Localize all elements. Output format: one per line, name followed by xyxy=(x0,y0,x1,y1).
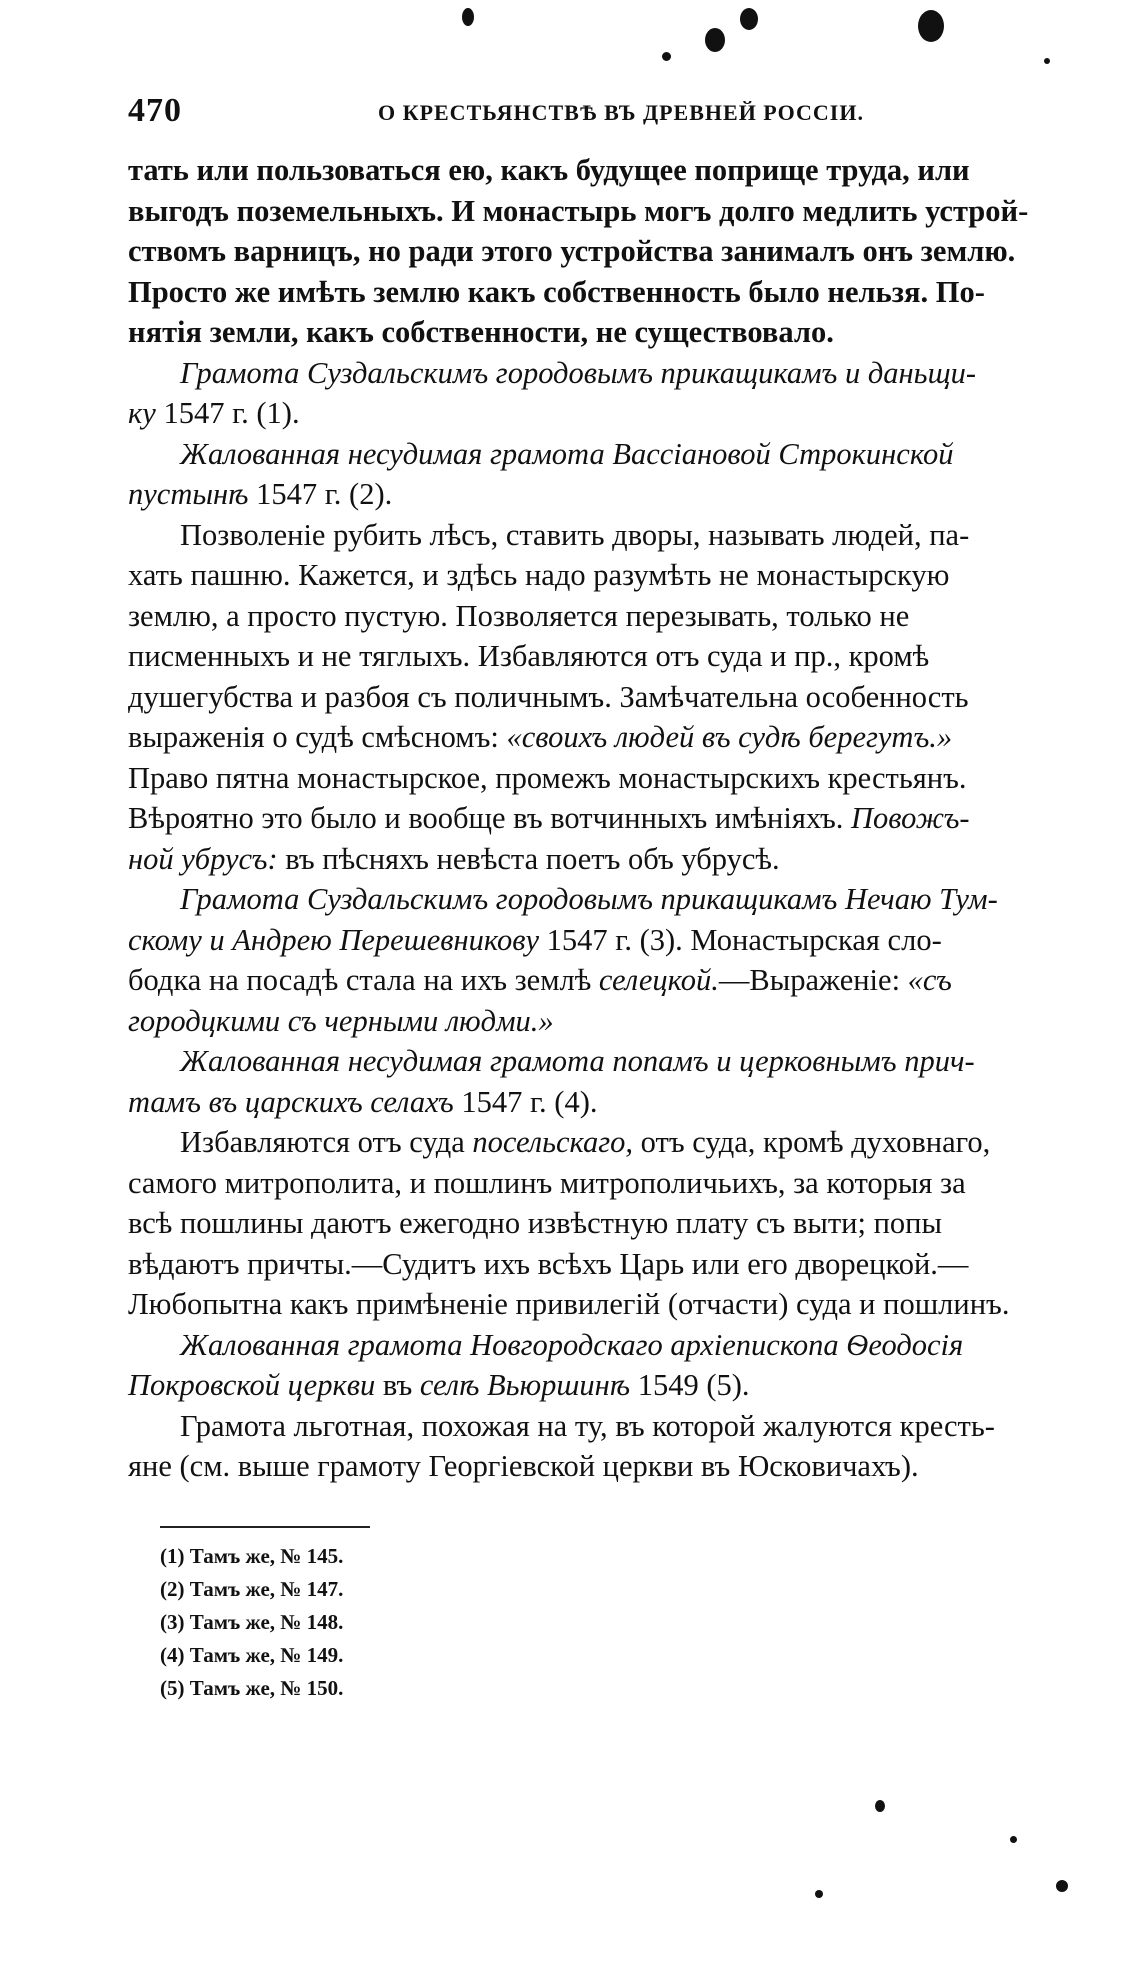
charter-title: Жалованная несудимая грамота попамъ и церковнымъ прич- xyxy=(180,1044,975,1078)
text-line: Любопытна какъ примѣненіе привилегій (отчасти) суда и пошлинъ. xyxy=(128,1287,1010,1321)
text-span: 1547 г. (3). Монастырская сло- xyxy=(539,922,942,957)
text-span: въ xyxy=(375,1368,420,1402)
text-span: Избавляются отъ суда xyxy=(180,1125,473,1159)
footnote: (3) Тамъ же, № 148. xyxy=(160,1610,344,1634)
text-line: Право пятна монастырское, промежъ монастырскихъ крестьянъ. xyxy=(128,760,967,795)
charter-title: Жалованная несудимая грамота Вассіановой Строкинской xyxy=(180,436,954,471)
footnote: (1) Тамъ же, № 145. xyxy=(160,1544,344,1568)
footnote: (4) Тамъ же, № 149. xyxy=(160,1643,344,1667)
text-line: Грамота льготная, похожая на ту, въ которой жалуются кресть- xyxy=(180,1408,995,1443)
charter-title-italic: тамъ въ царскихъ селахъ xyxy=(128,1084,454,1119)
ink-spot xyxy=(1010,1836,1017,1843)
text-span: Вѣроятно это было и вообще въ вотчинныхъ имѣніяхъ. xyxy=(128,801,851,835)
text-line: ствомъ варницъ, но ради этого устройства занималъ онъ землю. xyxy=(128,234,1016,268)
text-line: нятія земли, какъ собственности, не существовало. xyxy=(128,315,834,349)
charter-title: Грамота Суздальскимъ городовымъ прикащикамъ Нечаю Тум- xyxy=(180,882,998,916)
charter-title-italic: селѣ Вьюршинѣ xyxy=(419,1368,631,1402)
footnote-rule xyxy=(160,1526,370,1528)
quote-italic: «своихъ людей въ судѣ берегутъ.» xyxy=(506,720,953,754)
ink-spot xyxy=(875,1800,885,1812)
charter-title-cont xyxy=(128,474,1108,515)
charter-title-cont xyxy=(128,393,1108,434)
footnote: (2) Тамъ же, № 147. xyxy=(160,1577,344,1601)
charter-title-italic: ку xyxy=(128,396,156,430)
quote-italic: «съ xyxy=(907,963,952,997)
charter-title-italic: Покровской церкви xyxy=(128,1368,376,1402)
term-italic: ной убрусъ: xyxy=(128,841,278,876)
page-body xyxy=(128,150,1108,1487)
charter-date: 1547 г. (1). xyxy=(155,396,300,430)
charter-title: Грамота Суздальскимъ городовымъ прикащикамъ и даньщи- xyxy=(180,355,976,390)
term-italic: посельскаго, xyxy=(472,1125,634,1159)
ink-spot xyxy=(740,8,758,30)
ink-spot xyxy=(918,10,944,42)
term-italic: селецкой. xyxy=(598,963,719,997)
text-line: всѣ пошлины даютъ ежегодно извѣстную плату съ выти; попы xyxy=(128,1206,942,1240)
term-italic: Повожъ- xyxy=(851,801,970,835)
charter-title-cont xyxy=(128,1365,1108,1406)
charter-date: 1547 г. (2). xyxy=(248,477,393,511)
text-line xyxy=(128,798,1108,839)
footnote: (5) Тамъ же, № 150. xyxy=(160,1676,344,1700)
text-line xyxy=(128,839,1108,880)
ink-spot xyxy=(705,28,725,52)
ink-spot xyxy=(1044,58,1050,64)
text-line: писменныхъ и не тяглыхъ. Избавляются отъ суда и пр., кромѣ xyxy=(128,639,930,673)
text-line: самого митрополита, и пошлинъ митрополичьихъ, за которыя за xyxy=(128,1165,966,1200)
charter-title-italic: скому и Андрею Перешевникову xyxy=(128,922,540,957)
text-line xyxy=(128,960,1108,1001)
text-line: Просто же имѣть землю какъ собственность было нельзя. По- xyxy=(128,274,985,309)
text-span: —Выраженіе: xyxy=(718,963,908,997)
page-number: 470 xyxy=(128,92,182,129)
charter-title-italic: пустынѣ xyxy=(128,477,249,511)
ink-spot xyxy=(815,1890,823,1898)
text-line xyxy=(128,717,1108,758)
text-line xyxy=(128,1122,1108,1163)
text-span: отъ суда, кромѣ духовнаго, xyxy=(633,1125,991,1159)
text-line: Позволеніе рубить лѣсъ, ставить дворы, называть людей, па- xyxy=(180,517,970,552)
footnotes xyxy=(160,1540,343,1705)
ink-spot xyxy=(462,8,474,26)
text-span: бодка на посадѣ стала на ихъ землѣ xyxy=(128,963,599,997)
text-line: тать или пользоваться ею, какъ будущее поприще труда, или xyxy=(128,153,970,187)
quote-line: городцкими съ черными людми.» xyxy=(128,1003,554,1038)
page-header xyxy=(128,92,928,132)
text-line: хать пашню. Кажется, и здѣсь надо разумѣть не монастырскую xyxy=(128,558,950,592)
running-head: О КРЕСТЬЯНСТВѢ ВЪ ДРЕВНЕЙ РОССІИ. xyxy=(378,100,864,125)
text-line: выгодъ поземельныхъ. И монастырь могъ долго медлить устрой- xyxy=(128,193,1029,228)
text-span: въ пѣсняхъ невѣста поетъ объ убрусѣ. xyxy=(277,841,780,876)
text-line xyxy=(128,920,1108,961)
text-line: яне (см. выше грамоту Георгіевской церкви въ Юсковичахъ). xyxy=(128,1449,919,1483)
charter-title-cont xyxy=(128,1082,1108,1123)
charter-date: 1547 г. (4). xyxy=(453,1084,598,1119)
charter-date: 1549 (5). xyxy=(630,1368,750,1402)
ink-spot xyxy=(1056,1880,1068,1892)
ink-spot xyxy=(662,52,671,61)
text-line: вѣдаютъ причты.—Судитъ ихъ всѣхъ Царь или его дворецкой.— xyxy=(128,1246,969,1281)
text-line: землю, а просто пустую. Позволяется перезывать, только не xyxy=(128,598,910,633)
text-span: выраженія о судѣ смѣсномъ: xyxy=(128,720,507,754)
charter-title: Жалованная грамота Новгородскаго архіепископа Ѳеодосія xyxy=(180,1327,964,1362)
text-line: душегубства и разбоя съ поличнымъ. Замѣчательна особенность xyxy=(128,679,969,714)
